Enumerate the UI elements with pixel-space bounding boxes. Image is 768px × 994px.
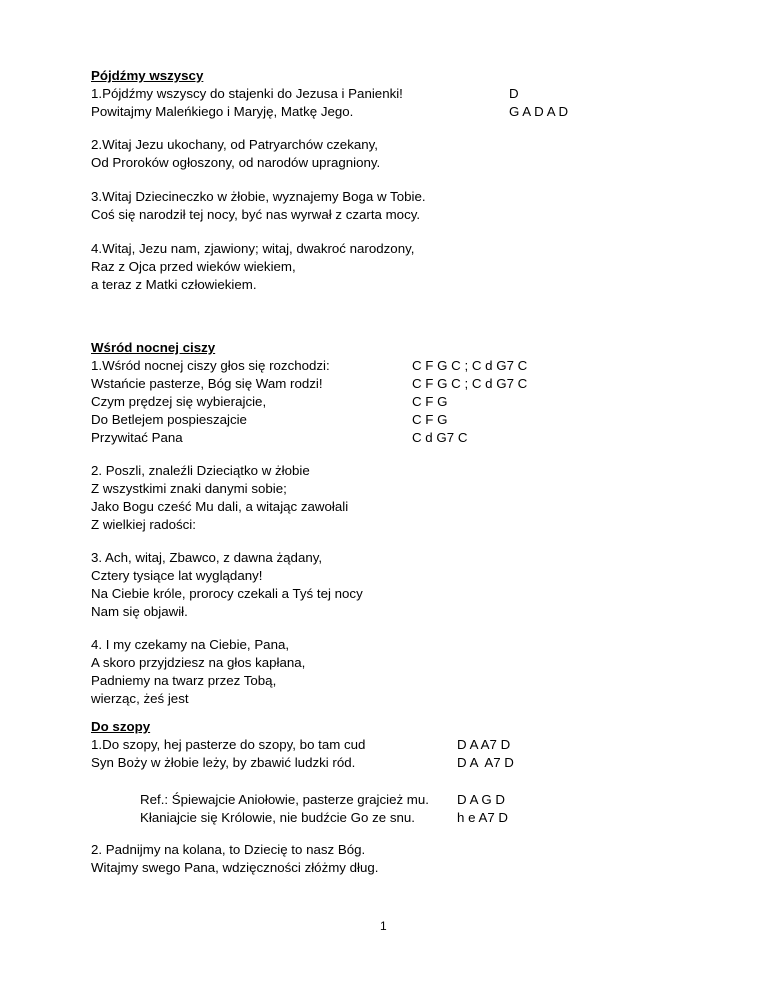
lyric-line: 2. Poszli, znaleźli Dzieciątko w żłobie (91, 463, 310, 478)
refrain-line: Kłaniajcie się Królowie, nie budźcie Go ze snu. (140, 810, 415, 825)
lyric-line: Coś się narodził tej nocy, być nas wyrwał z czarta mocy. (91, 207, 421, 222)
chord-line: D A A7 D (457, 755, 514, 770)
lyric-line: 1.Wśród nocnej ciszy głos się rozchodzi: (91, 358, 330, 373)
chord-line: D A G D (457, 792, 506, 807)
lyric-line: Syn Boży w żłobie leży, by zbawić ludzki ród. (91, 755, 356, 770)
lyric-line: Cztery tysiące lat wyglądany! (91, 568, 263, 583)
lyric-line: 1.Pójdźmy wszyscy do stajenki do Jezusa i Panienki! (91, 86, 403, 101)
song-title: Pójdźmy wszyscy (91, 68, 204, 83)
chord-line: C F G C ; C d G7 C (412, 376, 528, 391)
chord-line: C F G C ; C d G7 C (412, 358, 528, 373)
lyric-line: Nam się objawił. (91, 604, 188, 619)
lyric-line: Powitajmy Maleńkiego i Maryję, Matkę Jego. (91, 104, 354, 119)
lyric-line: Jako Bogu cześć Mu dali, a witając zawołali (91, 499, 349, 514)
chord-line: D (509, 86, 519, 101)
chord-line: C F G (412, 394, 448, 409)
lyric-line: 1.Do szopy, hej pasterze do szopy, bo tam cud (91, 737, 366, 752)
lyric-line: Od Proroków ogłoszony, od narodów upragniony. (91, 155, 381, 170)
lyric-line: 3.Witaj Dziecineczko w żłobie, wyznajemy Boga w Tobie. (91, 189, 426, 204)
lyric-line: 4.Witaj, Jezu nam, zjawiony; witaj, dwakroć narodzony, (91, 241, 415, 256)
lyric-line: Z wszystkimi znaki danymi sobie; (91, 481, 287, 496)
lyric-line: Wstańcie pasterze, Bóg się Wam rodzi! (91, 376, 323, 391)
lyric-line: wierząc, żeś jest (91, 691, 189, 706)
lyric-line: Padniemy na twarz przez Tobą, (91, 673, 277, 688)
lyric-line: 3. Ach, witaj, Zbawco, z dawna żądany, (91, 550, 323, 565)
lyric-line: A skoro przyjdziesz na głos kapłana, (91, 655, 306, 670)
lyric-line: 2. Padnijmy na kolana, to Dziecię to nasz Bóg. (91, 842, 366, 857)
chord-line: C d G7 C (412, 430, 468, 445)
lyric-line: Przywitać Pana (91, 430, 183, 445)
song-title: Do szopy (91, 719, 151, 734)
lyric-line: a teraz z Matki człowiekiem. (91, 277, 257, 292)
song-title: Wśród nocnej ciszy (91, 340, 216, 355)
lyric-line: Na Ciebie króle, prorocy czekali a Tyś tej nocy (91, 586, 363, 601)
page-number: 1 (380, 919, 387, 933)
lyric-line: 4. I my czekamy na Ciebie, Pana, (91, 637, 290, 652)
chord-line: G A D A D (509, 104, 569, 119)
lyric-line: Do Betlejem pospieszajcie (91, 412, 247, 427)
lyric-line: Raz z Ojca przed wieków wiekiem, (91, 259, 296, 274)
refrain-line: Ref.: Śpiewajcie Aniołowie, pasterze grajcież mu. (140, 792, 429, 807)
chord-line: D A A7 D (457, 737, 511, 752)
lyric-line: Czym prędzej się wybierajcie, (91, 394, 267, 409)
lyric-line: 2.Witaj Jezu ukochany, od Patryarchów czekany, (91, 137, 378, 152)
lyric-line: Witajmy swego Pana, wdzięczności złóżmy dług. (91, 860, 379, 875)
lyric-line: Z wielkiej radości: (91, 517, 196, 532)
chord-line: C F G (412, 412, 448, 427)
chord-line: h e A7 D (457, 810, 509, 825)
